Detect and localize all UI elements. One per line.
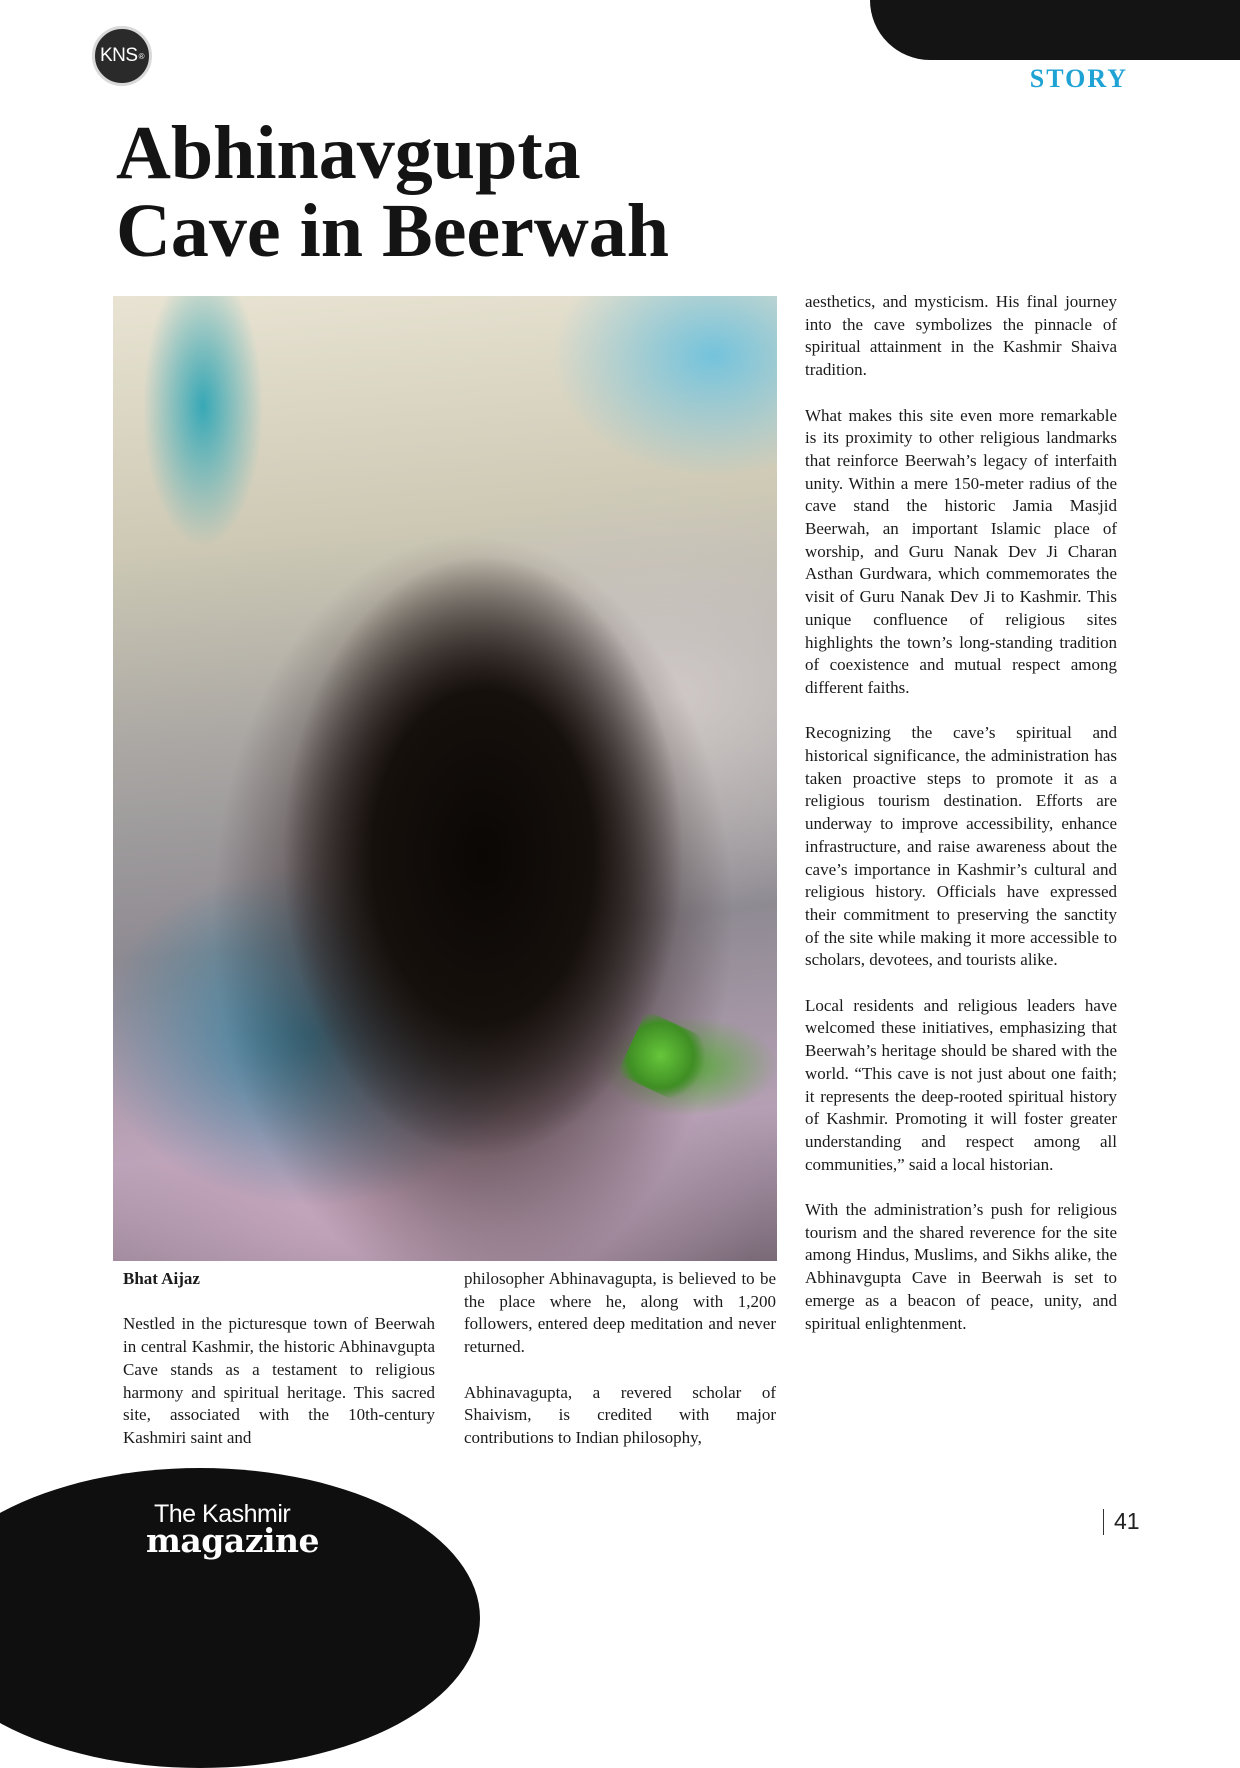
article-column-1 [123,1268,435,1472]
paragraph: Nestled in the picturesque town of Beerwah in central Kashmir, the historic Abhinavgupta Cave stands as a testament to religious harmony and spiritual heritage. This sacred site, associated with the 10th-century Kashmiri saint and [123,1314,435,1447]
header-black-tab [870,0,1240,60]
paragraph: With the administration’s push for religious tourism and the shared reverence for the site among Hindus, Muslims, and Sikhs alike, the Abhinavgupta Cave in Beerwah is set to emerge as a beacon of peace, unity, and spiritual enlightenment. [805,1200,1117,1333]
article-column-3 [805,291,1117,1358]
paragraph: aesthetics, and mysticism. His final journey into the cave symbolizes the pinnacle of spiritual attainment in the Kashmir Shaiva tradition. [805,292,1117,380]
cave-photo [113,296,777,1261]
title-line-1: Abhinavgupta [116,111,581,195]
page-number: 41 [1114,1508,1140,1534]
article-column-2 [464,1268,776,1472]
kns-logo-text: KNS [100,45,138,66]
brand-name-line-2: magazine [146,1521,320,1560]
paragraph: Recognizing the cave’s spiritual and historical significance, the administration has taken proactive steps to promote it as a religious tourism destination. Efforts are underway to improve accessibility, enhance infrastructure, and raise awareness about the cave’s importance in Kashmir’s cultural and religious history. Officials have expressed their commitment to preserving the sanctity of the site while making it more accessible to scholars, devotees, and tourists alike. [805,723,1117,970]
section-label: STORY [1029,64,1128,93]
paragraph: Abhinavagupta, a revered scholar of Shaivism, is credited with major contributions to Indian philosophy, [464,1382,776,1447]
paragraph: Local residents and religious leaders have welcomed these initiatives, emphasizing that Beerwah’s heritage should be shared with the world. “This cave is not just about one faith; it represents the deep-rooted spiritual history of Kashmir. Promoting it will foster greater understanding and respect among all communities,” said a local historian. [805,995,1117,1174]
page-number-divider [1103,1509,1104,1535]
paragraph: What makes this site even more remarkable is its proximity to other religious landmarks that reinforce Beerwah’s legacy of interfaith unity. Within a mere 150-meter radius of the cave stand the historic Jamia Masjid Beerwah, an important Islamic place of worship, and Guru Nanak Dev Ji Charan Asthan Gurdwara, which commemorates the visit of Guru Nanak Dev Ji to Kashmir. This unique confluence of religious sites highlights the town’s long-standing tradition of coexistence and mutual respect among different faiths. [805,405,1117,697]
brand-name-line-1: The Kashmir [154,1500,291,1528]
title-line-2: Cave in Beerwah [116,189,670,273]
photo-foliage [617,1010,719,1107]
article-title [116,111,836,273]
kns-logo [92,26,152,86]
paragraph: philosopher Abhinavagupta, is believed to be the place where he, along with 1,200 followers, entered deep meditation and never returned. [464,1269,776,1357]
byline: Bhat Aijaz [123,1269,200,1288]
registered-mark: ® [138,51,144,61]
